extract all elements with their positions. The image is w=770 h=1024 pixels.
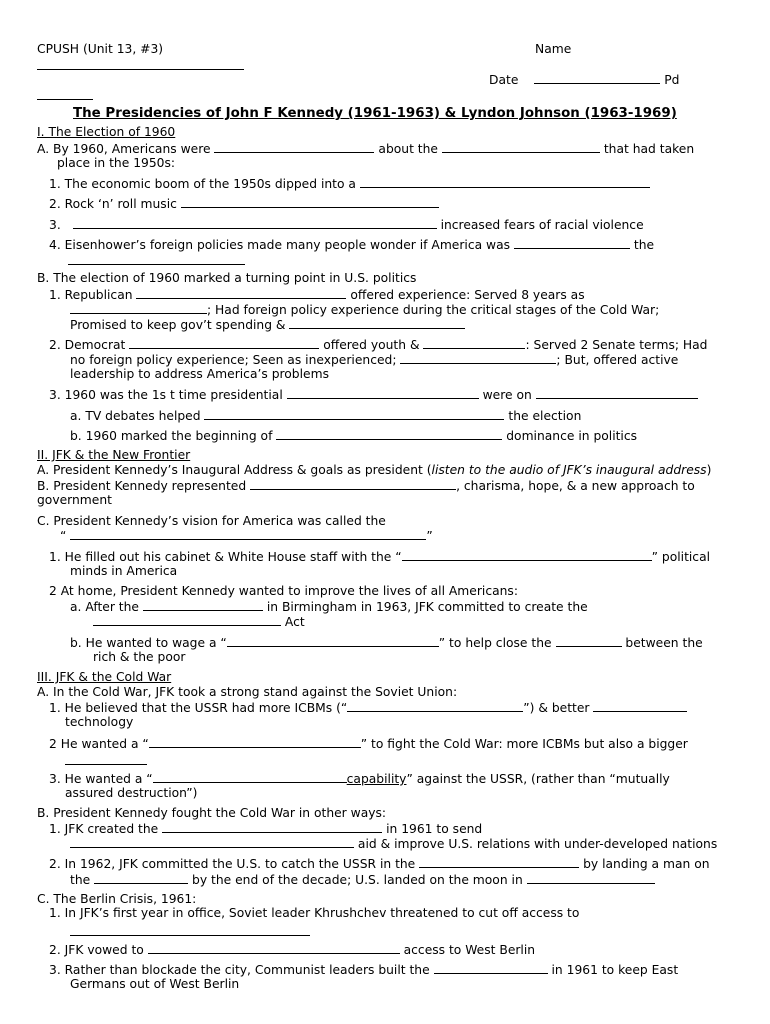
outline-item: B. President Kennedy fought the Cold War in other ways: [37, 806, 387, 820]
pd-label: Pd [664, 73, 680, 87]
outline-item: 3. Rather than blockade the city, Communist leaders built the in 1961 to keep East [49, 963, 679, 977]
outline-item: A. In the Cold War, JFK took a strong stand against the Soviet Union: [37, 685, 458, 699]
date-blank[interactable] [534, 72, 660, 84]
outline-item: 4. Eisenhower’s foreign policies made many people wonder if America was the [49, 238, 655, 252]
answer-blank[interactable] [70, 935, 310, 936]
answer-blank[interactable] [593, 700, 687, 712]
answer-blank[interactable] [68, 264, 245, 265]
answer-blank[interactable] [514, 237, 630, 249]
answer-blank[interactable] [419, 856, 579, 868]
section-heading: II. JFK & the New Frontier [37, 448, 191, 462]
answer-blank[interactable] [214, 141, 374, 153]
answer-blank[interactable] [434, 962, 548, 974]
answer-blank[interactable] [400, 352, 556, 364]
outline-item: 1. Republican offered experience: Served 8 years as [49, 288, 585, 302]
outline-item-cont: Germans out of West Berlin [70, 977, 240, 991]
answer-blank[interactable] [70, 836, 354, 848]
outline-item: 1. He filled out his cabinet & White House staff with the “ ” political [49, 550, 711, 564]
answer-blank[interactable] [250, 478, 456, 490]
outline-item-cont: the by the end of the decade; U.S. landed on the moon in [70, 872, 655, 888]
answer-blank[interactable] [153, 771, 347, 783]
outline-item-cont: minds in America [70, 564, 178, 578]
outline-item: 3. 1960 was the 1s t time presidential were on [49, 387, 698, 403]
answer-blank[interactable] [94, 872, 188, 884]
outline-item: a. TV debates helped the election [70, 409, 582, 423]
section-heading: I. The Election of 1960 [37, 125, 176, 139]
outline-item: 1. In JFK’s first year in office, Soviet leader Khrushchev threatened to cut off access to [49, 906, 580, 920]
outline-item-cont: technology [65, 715, 134, 729]
answer-blank[interactable] [442, 141, 600, 153]
outline-item: 2. In 1962, JFK committed the U.S. to catch the USSR in the by landing a man on [49, 857, 710, 871]
outline-item: A. By 1960, Americans were about the that had taken [37, 142, 695, 156]
answer-blank[interactable] [93, 614, 281, 626]
answer-blank[interactable] [136, 287, 346, 299]
outline-item: 3. He wanted a “ capability” against the USSR, (rather than “mutually [49, 772, 670, 786]
answer-blank[interactable] [287, 387, 479, 399]
answer-blank[interactable] [556, 635, 622, 647]
answer-blank[interactable] [148, 942, 400, 954]
outline-item-cont: leadership to address America’s problems [70, 367, 329, 381]
answer-blank[interactable] [204, 408, 504, 420]
answer-blank[interactable] [289, 317, 465, 329]
outline-item: b. He wanted to wage a “ ” to help close the between the [70, 636, 703, 650]
answer-blank[interactable] [73, 217, 437, 229]
pd-blank[interactable] [37, 99, 93, 100]
answer-blank[interactable] [347, 700, 523, 712]
answer-blank[interactable] [65, 764, 147, 765]
outline-item: 1. He believed that the USSR had more ICBMs (“ ”) & better [49, 700, 687, 716]
outline-item-cont: ; Had foreign policy experience during the critical stages of the Cold War; [70, 302, 659, 318]
outline-item: 1. JFK created the in 1961 to send [49, 822, 483, 836]
date-label: Date [489, 73, 519, 87]
outline-item: 2. JFK vowed to access to West Berlin [49, 943, 536, 957]
answer-blank[interactable] [536, 387, 698, 399]
outline-item-cont: government [37, 493, 112, 507]
answer-blank[interactable] [181, 196, 439, 208]
outline-item: b. 1960 marked the beginning of dominance in politics [70, 429, 638, 443]
name-label: Name [535, 42, 572, 56]
outline-item: C. President Kennedy’s vision for America was called the [37, 514, 386, 528]
outline-item: 2 At home, President Kennedy wanted to improve the lives of all Americans: [49, 584, 518, 598]
outline-item: 1. The economic boom of the 1950s dipped into a [49, 176, 650, 192]
outline-item: a. After the in Birmingham in 1963, JFK committed to create the [70, 600, 588, 614]
answer-blank[interactable] [227, 635, 439, 647]
outline-item-cont: “ ” [60, 529, 433, 543]
outline-item-cont: no foreign policy experience; Seen as inexperienced; ; But, offered active [70, 353, 679, 367]
outline-item-cont: aid & improve U.S. relations with under-developed nations [70, 836, 717, 852]
outline-item: 2. Rock ‘n’ roll music [49, 196, 439, 212]
outline-item-cont: assured destruction”) [65, 786, 198, 800]
answer-blank[interactable] [402, 549, 652, 561]
section-heading: III. JFK & the Cold War [37, 670, 172, 684]
answer-blank[interactable] [70, 302, 207, 314]
outline-item: 3. increased fears of racial violence [49, 218, 644, 232]
answer-blank[interactable] [70, 528, 426, 540]
answer-blank[interactable] [162, 821, 382, 833]
answer-blank[interactable] [276, 428, 502, 440]
outline-item-cont: Act [93, 614, 305, 630]
answer-blank[interactable] [360, 176, 650, 188]
name-blank[interactable] [37, 69, 244, 70]
outline-item-cont: place in the 1950s: [57, 156, 176, 170]
answer-blank[interactable] [129, 337, 319, 349]
page-title: The Presidencies of John F Kennedy (1961-1963) & Lyndon Johnson (1963-1969) [73, 106, 677, 121]
answer-blank[interactable] [527, 872, 655, 884]
date-row [489, 72, 679, 88]
outline-item: B. The election of 1960 marked a turning point in U.S. politics [37, 271, 417, 285]
outline-item-cont: Promised to keep gov’t spending & [70, 317, 465, 333]
answer-blank[interactable] [143, 599, 263, 611]
outline-item: C. The Berlin Crisis, 1961: [37, 892, 197, 906]
outline-item: 2 He wanted a “ ” to fight the Cold War: more ICBMs but also a bigger [49, 737, 688, 751]
outline-item: B. President Kennedy represented , charisma, hope, & a new approach to [37, 479, 695, 493]
outline-item: A. President Kennedy’s Inaugural Address & goals as president (listen to the audio of JFK’s inaugural address) [37, 463, 712, 477]
outline-item-cont: rich & the poor [93, 650, 186, 664]
outline-item: 2. Democrat offered youth & : Served 2 Senate terms; Had [49, 338, 708, 352]
answer-blank[interactable] [149, 736, 361, 748]
course-label: CPUSH (Unit 13, #3) [37, 42, 164, 56]
answer-blank[interactable] [423, 337, 525, 349]
